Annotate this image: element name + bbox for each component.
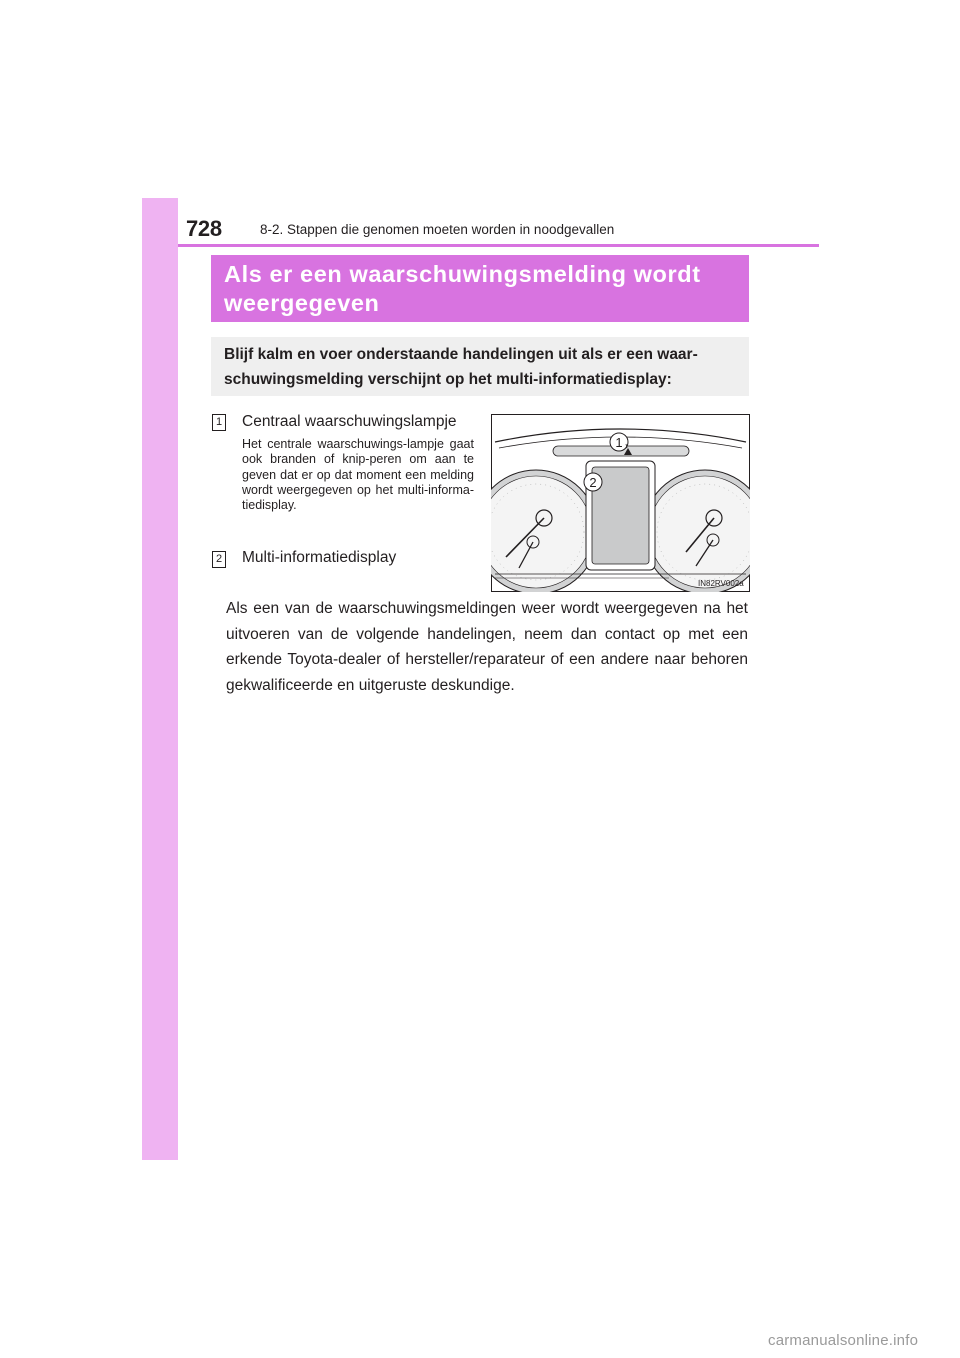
title-banner [211, 255, 749, 322]
intro-line-2: schuwingsmelding verschijnt op het multi-informatiedisplay: [224, 371, 672, 388]
callout-2-text: 2 [589, 475, 597, 490]
title-line-1: Als er een waarschuwingsmelding wordt [224, 261, 701, 287]
item-1-label: Centraal waarschuwingslampje [242, 413, 457, 430]
section-title: 8-2. Stappen die genomen moeten worden in noodgevallen [260, 222, 615, 237]
body-paragraph: Als een van de waarschuwingsmeldingen weer wordt weergegeven na het uitvoeren van de volgende handelingen, neem dan contact op met een erkende Toyota-dealer of hersteller/reparateur of een andere naar behoren gekwalificeerde en uitgeruste deskundige. [226, 600, 748, 694]
instrument-cluster-illustration [491, 414, 750, 592]
instrument-cluster-figure [491, 414, 750, 592]
item-2-label: Multi-informatiedisplay [242, 549, 397, 566]
watermark-text: carmanualsonline.info [768, 1332, 919, 1349]
header-rule [178, 244, 819, 247]
intro-line-1: Blijf kalm en voer onderstaande handelingen uit als er een waar- [224, 346, 698, 363]
figure-code: IN82RV002a [698, 579, 744, 588]
title-line-2: weergegeven [224, 290, 380, 316]
callout-1-text: 1 [615, 435, 623, 450]
page-number: 728 [186, 216, 222, 241]
item-1-number-badge: 1 [212, 414, 226, 431]
item-2-number-badge: 2 [212, 551, 226, 568]
side-color-band [142, 198, 178, 1160]
intro-box [211, 337, 749, 396]
item-1-description: Het centrale waarschuwings-lampje gaat ook branden of knip-peren om aan te geven dat er op dat moment een melding wordt weergegeven op het multi-informa-tiedisplay. [242, 437, 474, 513]
